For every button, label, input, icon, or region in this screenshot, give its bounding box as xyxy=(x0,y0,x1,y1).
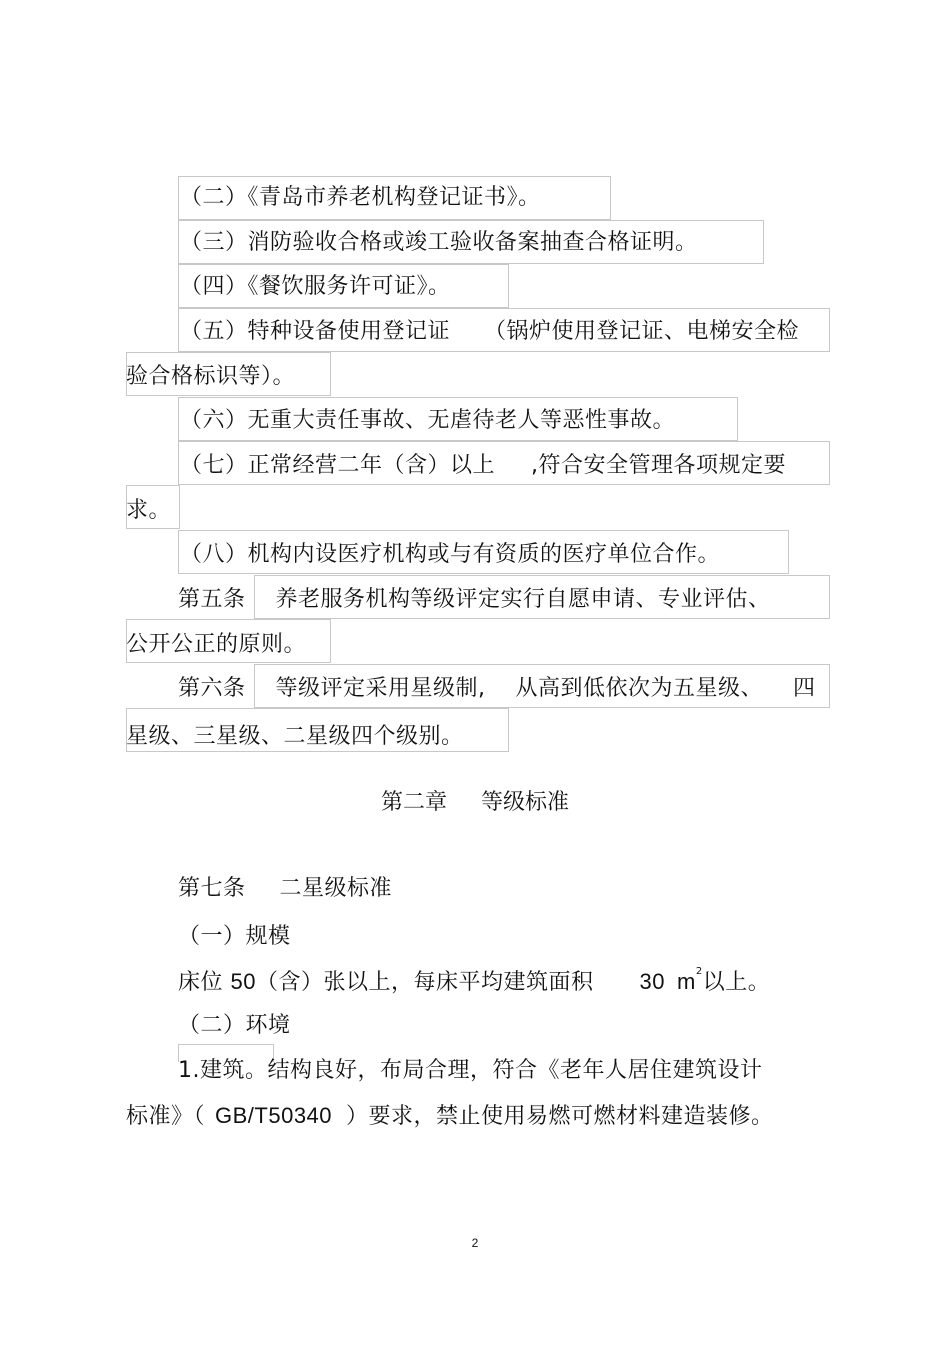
item-7 xyxy=(180,451,786,481)
building-code: GB/T50340 xyxy=(215,1103,333,1128)
scale-text-a: 床位 xyxy=(178,970,224,995)
item-5-a: （五）特种设备使用登记证 xyxy=(180,319,451,344)
item-4: （四）《餐饮服务许可证》。 xyxy=(180,274,451,299)
scale-num: 50 xyxy=(230,969,256,994)
article-6-text-c: 四 xyxy=(793,676,816,701)
item-2: （二）《青岛市养老机构登记证书》。 xyxy=(180,185,541,210)
chapter-title: 等级标准 xyxy=(481,790,570,815)
article-7-label: 第七条 xyxy=(178,876,246,901)
article-6 xyxy=(178,674,816,704)
article-5-label: 第五条 xyxy=(178,587,246,612)
article-5-text: 养老服务机构等级评定实行自愿申请、专业评估、 xyxy=(275,587,771,612)
item-8: （八）机构内设医疗机构或与有资质的医疗单位合作。 xyxy=(180,542,721,567)
scale-text-c: 以上。 xyxy=(702,970,771,995)
scale-text xyxy=(178,967,770,998)
item-6: （六）无重大责任事故、无虐待老人等恶性事故。 xyxy=(180,408,676,433)
building-b-1: 标准》（ xyxy=(126,1104,206,1129)
scale-unit: m xyxy=(677,969,696,994)
scale-area: 30 xyxy=(639,969,665,994)
article-6-text-a: 等级评定采用星级制, xyxy=(275,676,486,701)
scale-text-b: （含）张以上，每床平均建筑面积 xyxy=(256,970,594,995)
article-5 xyxy=(178,585,771,615)
article-6-label: 第六条 xyxy=(178,676,246,701)
building-b-2: ）要求，禁止使用易燃可燃材料建造装修。 xyxy=(346,1104,774,1129)
article-7-title: 二星级标准 xyxy=(279,876,393,901)
item-5-continued: 验合格标识等）。 xyxy=(126,364,296,389)
item-7-continued: 求。 xyxy=(126,498,172,523)
scale-sup: 2 xyxy=(695,966,703,977)
item-5 xyxy=(180,317,799,347)
building-line-2 xyxy=(126,1101,774,1132)
article-6-text-b: 从高到低依次为五星级、 xyxy=(515,676,764,701)
building-line-1: 1.建筑。结构良好，布局合理，符合《老年人居住建筑设计 xyxy=(178,1058,763,1083)
article-7-heading xyxy=(178,874,392,904)
article-6-continued: 星级、三星级、二星级四个级别。 xyxy=(126,724,464,749)
item-5-b: （锅炉使用登记证、电梯安全检 xyxy=(484,319,800,344)
page-number: 2 xyxy=(471,1236,479,1250)
scale-heading: （一）规模 xyxy=(178,924,291,949)
item-3: （三）消防验收合格或竣工验收备案抽查合格证明。 xyxy=(180,230,698,255)
item-7-a: （七）正常经营二年（含）以上 xyxy=(180,453,496,478)
article-5-continued: 公开公正的原则。 xyxy=(126,632,307,657)
chapter-heading xyxy=(0,788,950,818)
chapter-label: 第二章 xyxy=(380,790,447,815)
item-7-b: ,符合安全管理各项规定要 xyxy=(531,453,787,478)
env-heading: （二）环境 xyxy=(178,1013,291,1038)
